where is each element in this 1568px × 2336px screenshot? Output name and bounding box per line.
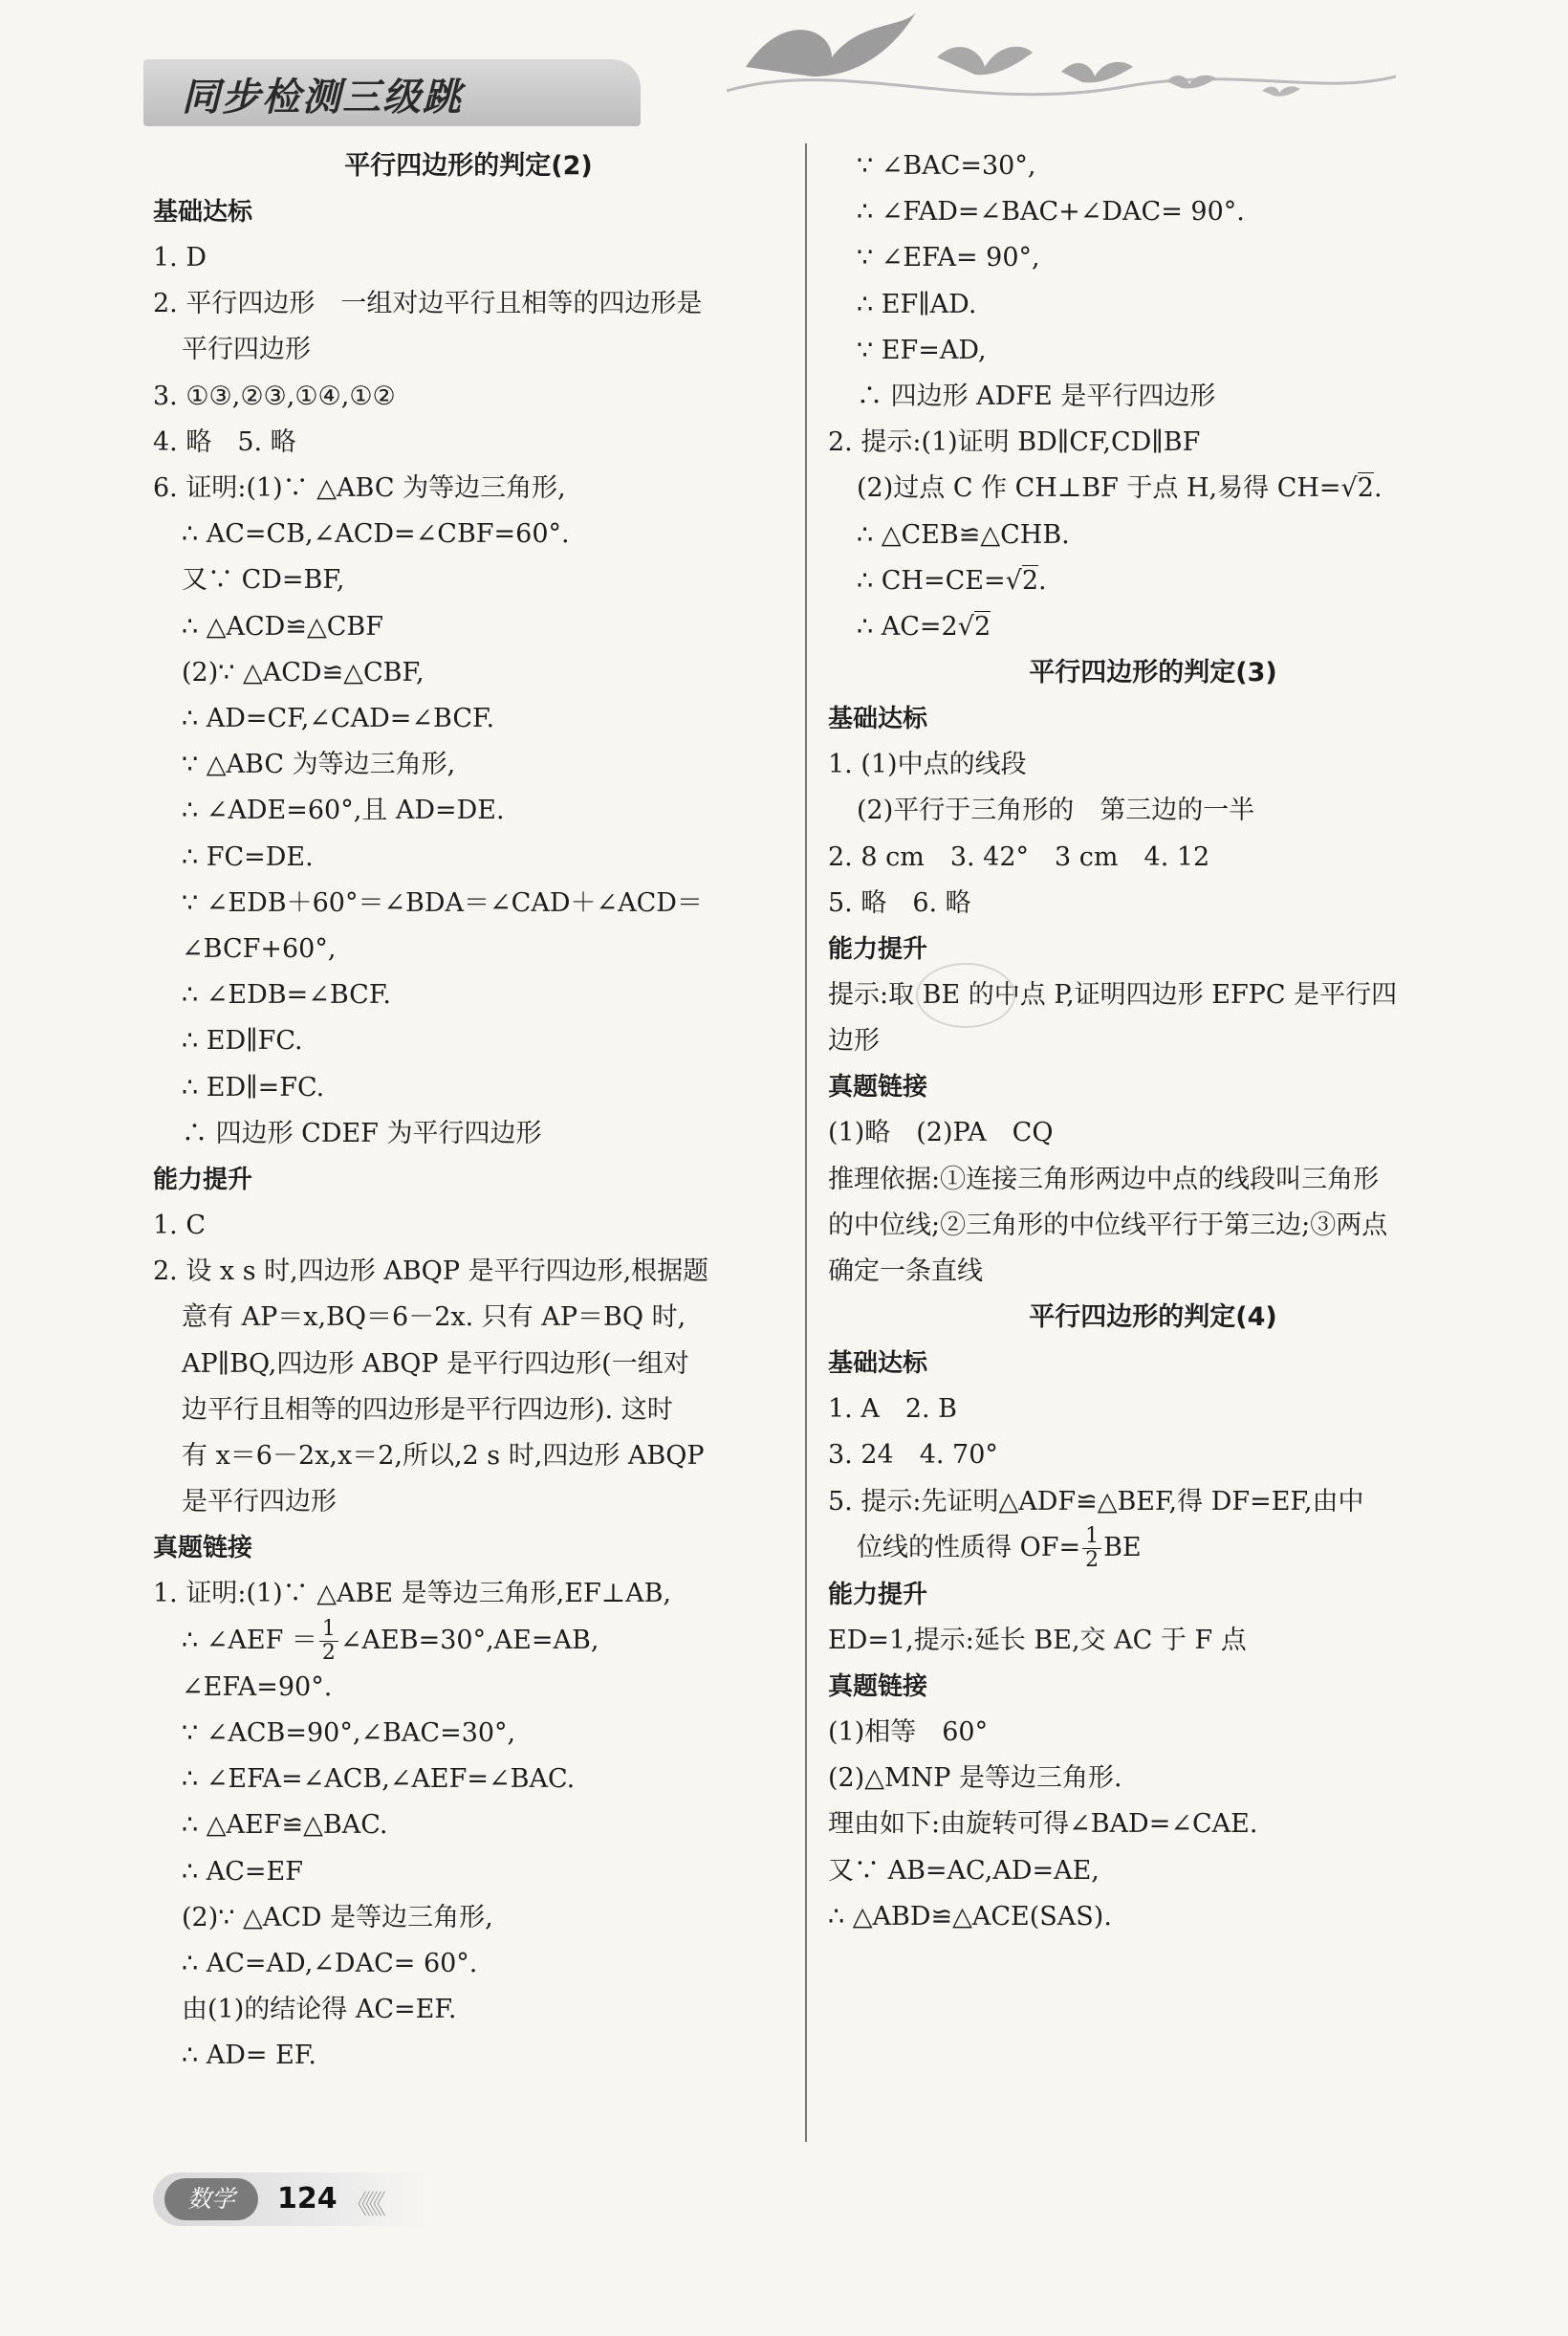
answer-line: AP∥BQ,四边形 ABQP 是平行四边形(一组对 [182,1348,689,1379]
text-segment: BE [1103,1532,1142,1562]
answer-line: 的中位线;②三角形的中位线平行于第三边;③两点 [828,1210,1388,1240]
radicand: 2 [973,612,991,643]
answer-line: 由(1)的结论得 AC=EF. [182,1995,457,2025]
answer-line: 有 x＝6－2x,x＝2,所以,2 s 时,四边形 ABQP [182,1441,705,1472]
sqrt-sign: √ [957,612,974,643]
answer-line-sqrt [828,466,1478,512]
answer-line: ∴ ∠EFA=∠ACB,∠AEF=∠BAC. [182,1764,576,1795]
stamp-watermark [916,963,1015,1028]
subsection-heading: 真题链接 [153,1534,253,1563]
answer-line-sqrt [828,604,1478,650]
section-title: 平行四边形的判定(4) [1029,1302,1277,1333]
answer-line: 2. 设 x s 时,四边形 ABQP 是平行四边形,根据题 [153,1256,709,1287]
answer-line: 确定一条直线 [828,1256,983,1287]
subsection-heading: 能力提升 [828,935,928,965]
answer-line: ∵ △ABC 为等边三角形, [182,750,456,780]
answer-line: 边形 [828,1026,880,1057]
sqrt-sign: √ [1005,565,1022,596]
page-number: 124 [277,2182,338,2216]
answer-line: ∴ ED∥=FC. [182,1072,325,1103]
answer-line: ∴ 四边形 ADFE 是平行四边形 [857,382,1216,412]
numerator: 1 [1082,1525,1101,1549]
radicand: 2 [1357,473,1374,504]
text-segment: ∴ ∠AEF ＝ [182,1625,317,1655]
fraction [1082,1525,1101,1572]
answer-line: ED=1,提示:延长 BE,交 AC 于 F 点 [828,1625,1247,1655]
answer-line: ∴ △AEF≌△BAC. [182,1810,388,1841]
answer-line: ∴ 四边形 CDEF 为平行四边形 [182,1118,542,1148]
answer-line: 是平行四边形 [182,1487,337,1517]
answer-line-fraction [828,1525,1478,1572]
subsection-heading: 能力提升 [828,1580,928,1609]
denominator: 2 [321,1640,336,1665]
header-title: 同步检测三级跳 [182,76,463,120]
answer-line: ∴ ED∥FC. [182,1026,303,1057]
text-segment: . [1373,473,1383,504]
answer-line: 又∵ AB=AC,AD=AE, [828,1855,1100,1886]
answer-line: 6. 证明:(1)∵ △ABC 为等边三角形, [153,473,566,504]
birds-decoration [727,0,1396,134]
text-segment: ∴ CH=CE= [857,565,1006,596]
text-segment: . [1038,565,1047,596]
answer-line-fraction [153,1618,784,1665]
answer-line: 2. 提示:(1)证明 BD∥CF,CD∥BF [828,427,1201,458]
answer-line: 理由如下:由旋转可得∠BAD=∠CAE. [828,1809,1258,1840]
answer-line: ∵ ∠EFA= 90°, [857,243,1040,273]
chevrons-decoration: 《《《 [344,2189,381,2220]
answer-line: 平行四边形 [182,335,311,365]
answer-line: 又∵ CD=BF, [182,565,345,596]
answer-line: 3. 24 4. 70° [828,1440,998,1471]
subsection-heading: 真题链接 [828,1073,928,1103]
answer-line: (2)△MNP 是等边三角形. [828,1763,1122,1794]
answer-line: ∴ AC=EF [182,1856,303,1887]
answer-line: 边平行且相等的四边形是平行四边形). 这时 [182,1394,673,1425]
answer-line: ∴ △ABD≌△ACE(SAS). [828,1901,1112,1932]
answer-line: ∠BCF+60°, [182,934,337,965]
answer-line: 1. 证明:(1)∵ △ABE 是等边三角形,EF⊥AB, [153,1579,672,1609]
left-column [153,143,784,2080]
answer-line: ∴ △ACD≌△CBF [182,611,383,642]
answer-line: ∴ AD= EF. [182,2041,316,2071]
answer-line-sqrt [828,558,1478,604]
answer-line: 推理依据:①连接三角形两边中点的线段叫三角形 [828,1164,1380,1194]
column-divider [805,143,807,2142]
section-title: 平行四边形的判定(2) [344,151,593,181]
answer-line: ∴ ∠ADE=60°,且 AD=DE. [182,796,505,826]
answer-line: (2)∵ △ACD 是等边三角形, [182,1902,493,1932]
answer-line: 提示:取 BE 的中点 P,证明四边形 EFPC 是平行四 [828,980,1398,1011]
answer-line: 1. C [153,1211,207,1241]
answer-line: ∴ FC=DE. [182,841,314,872]
answer-line: 2. 8 cm 3. 42° 3 cm 4. 12 [828,841,1210,872]
text-segment: (2)过点 C 作 CH⊥BF 于点 H,易得 CH= [857,473,1341,504]
answer-line: (2)平行于三角形的 第三边的一半 [857,796,1255,826]
answer-line: 意有 AP＝x,BQ＝6－2x. 只有 AP＝BQ 时, [182,1302,686,1333]
page-footer [153,2172,430,2226]
text-segment: ∴ AC= [857,612,942,643]
answer-line: ∴ ∠FAD=∠BAC+∠DAC= 90°. [857,197,1245,228]
answer-line: (1)略 (2)PA CQ [828,1118,1054,1148]
answer-line: ∵ EF=AD, [857,335,987,365]
text-segment: ∠AEB=30°,AE=AB, [339,1625,599,1655]
answer-line: 3. ①③,②③,①④,①② [153,381,396,411]
subject-badge: 数学 [164,2178,258,2220]
denominator: 2 [1085,1547,1100,1572]
subsection-heading: 基础达标 [828,1349,928,1379]
answer-line: ∵ ∠EDB＋60°＝∠BDA＝∠CAD＋∠ACD＝ [182,887,703,918]
answer-line: ∠EFA=90°. [182,1671,333,1702]
answer-line: (1)相等 60° [828,1717,989,1748]
answer-line: ∴ AD=CF,∠CAD=∠BCF. [182,704,495,734]
subsection-heading: 基础达标 [828,705,928,734]
section-title: 平行四边形的判定(3) [1029,658,1277,688]
fraction [319,1618,338,1665]
answer-line: 1. A 2. B [828,1394,958,1425]
answer-line: ∴ △CEB≌△CHB. [857,519,1070,550]
page-header [143,59,641,126]
text-segment: 位线的性质得 OF= [857,1532,1081,1562]
answer-line: 1. D [153,243,207,273]
answer-line: ∴ EF∥AD. [857,289,977,319]
answer-line: 5. 略 6. 略 [828,887,971,918]
answer-line: ∴ AC=CB,∠ACD=∠CBF=60°. [182,519,570,550]
answer-line: ∴ AC=AD,∠DAC= 60°. [182,1948,478,1978]
sqrt-coefficient: 2 [941,612,958,643]
subsection-heading: 能力提升 [153,1166,253,1195]
numerator: 1 [319,1618,338,1642]
right-column [828,143,1478,1940]
sqrt-sign: √ [1340,473,1358,504]
radicand: 2 [1021,565,1038,596]
answer-line: 2. 平行四边形 一组对边平行且相等的四边形是 [153,289,703,319]
answer-line: 1. (1)中点的线段 [828,750,1027,780]
answer-line: ∵ ∠ACB=90°,∠BAC=30°, [182,1717,516,1748]
answer-line: 4. 略 5. 略 [153,426,296,457]
subsection-heading: 基础达标 [153,198,253,227]
subsection-heading: 真题链接 [828,1672,928,1702]
answer-line: (2)∵ △ACD≌△CBF, [182,657,425,688]
answer-line: ∴ ∠EDB=∠BCF. [182,980,391,1011]
answer-line: 5. 提示:先证明△ADF≌△BEF,得 DF=EF,由中 [828,1486,1364,1517]
answer-line: ∵ ∠BAC=30°, [857,151,1036,181]
